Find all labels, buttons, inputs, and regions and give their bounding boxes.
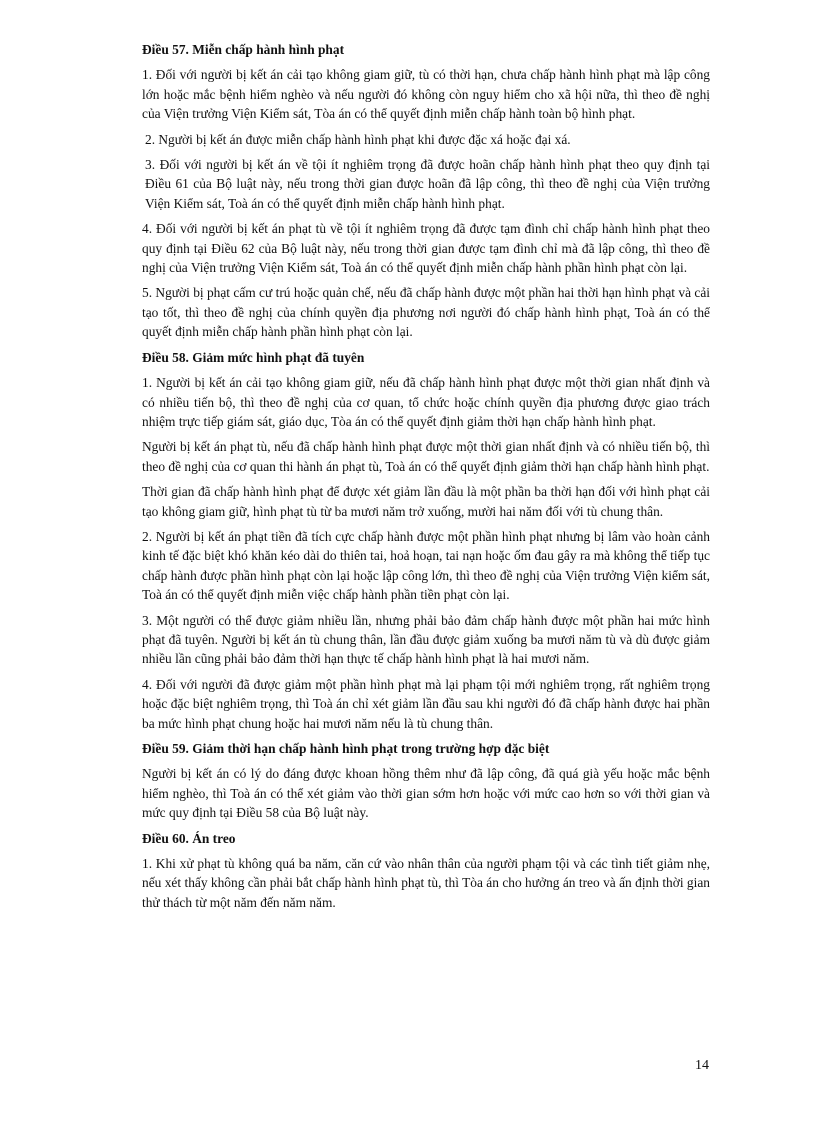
paragraph: 2. Người bị kết án phạt tiền đã tích cực chấp hành được một phần hình phạt nhưng bị lâm vào hoàn cảnh kinh tế đặc biệt khó khăn kéo dài do thiên tai, hoả hoạn, tai nạn hoặc ốm đau gây ra mà không thể tiếp tục chấp hành được phần hình phạt còn lại hoặc lập công lớn, thì theo đề nghị của Viện trưởng Viện kiểm sát, Toà án có thể quyết định miễn việc chấp hành phần tiền phạt còn lại. [142, 528, 710, 603]
paragraph: 1. Khi xử phạt tù không quá ba năm, căn cứ vào nhân thân của người phạm tội và các tình tiết giảm nhẹ, nếu xét thấy không cần phải bắt chấp hành hình phạt tù, thì Tòa án cho hưởng án treo và ấn định thời gian thử thách từ một năm đến năm năm. [142, 856, 710, 910]
paragraph: 1. Người bị kết án cải tạo không giam giữ, nếu đã chấp hành hình phạt được một thời gian nhất định và có nhiều tiến bộ, thì theo đề nghị của cơ quan, tổ chức hoặc chính quyền địa phương được giao trách nhiệm trực tiếp giám sát, giáo dục, Tòa án có thể quyết định giảm thời hạn chấp hành hình phạt. [142, 375, 710, 429]
article-heading: Điều 60. Án treo [142, 830, 236, 846]
page-number: 14 [695, 1058, 709, 1073]
article-heading: Điều 59. Giảm thời hạn chấp hành hình phạt trong trường hợp đặc biệt [142, 741, 550, 756]
paragraph: 3. Đối với người bị kết án về tội ít nghiêm trọng đã được hoãn chấp hành hình phạt theo quy định tại Điều 61 của Bộ luật này, nếu trong thời gian được hoãn đã lập công, thì theo đề nghị của Viện trưởng Viện Kiểm sát, Toà án có thể quyết định miễn chấp hành hình phạt. [145, 157, 710, 211]
paragraph: 4. Đối với người đã được giảm một phần hình phạt mà lại phạm tội mới nghiêm trọng, rất nghiêm trọng hoặc đặc biệt nghiêm trọng, thì Toà án chỉ xét giảm lần đầu sau khi người đó đã chấp hành được hai phần ba mức hình phạt chung hoặc hai mươi năm nếu là tù chung thân. [142, 676, 710, 731]
paragraph: Thời gian đã chấp hành hình phạt để được xét giảm lần đầu là một phần ba thời hạn đối với hình phạt cải tạo không giam giữ, hình phạt tù từ ba mươi năm trở xuống, mười hai năm đối với tù chung thân. [142, 484, 710, 519]
article-heading: Điều 58. Giảm mức hình phạt đã tuyên [142, 349, 365, 365]
paragraph: 5. Người bị phạt cấm cư trú hoặc quản chế, nếu đã chấp hành được một phần hai thời hạn hình phạt và cải tạo tốt, thì theo đề nghị của chính quyền địa phương nơi người đó chấp hành hình phạt, Toà án có thể quyết định miễn chấp hành phần hình phạt còn lại. [142, 285, 710, 340]
paragraph: Người bị kết án phạt tù, nếu đã chấp hành hình phạt được một thời gian nhất định và có nhiều tiến bộ, thì theo đề nghị của cơ quan thi hành án phạt tù, Toà án có thể quyết định giảm thời hạn chấp hành hình phạt. [142, 439, 710, 474]
paragraph: 1. Đối với người bị kết án cải tạo không giam giữ, tù có thời hạn, chưa chấp hành hình phạt mà lập công lớn hoặc mắc bệnh hiểm nghèo và nếu người đó không còn nguy hiểm cho xã hội nữa, thì theo đề nghị của Viện trưởng Viện Kiểm sát, Tòa án có thể quyết định miễn chấp hành toàn bộ hình phạt. [142, 67, 710, 122]
paragraph: 2. Người bị kết án được miễn chấp hành hình phạt khi được đặc xá hoặc đại xá. [145, 131, 571, 147]
paragraph: 3. Một người có thể được giảm nhiều lần, nhưng phải bảo đảm chấp hành được một phần hai mức hình phạt đã tuyên. Người bị kết án tù chung thân, lần đầu được giảm xuống ba mươi năm tù và dù được giảm nhiều lần cũng phải bảo đảm thời hạn thực tế chấp hành hình phạt là hai mươi năm. [142, 612, 710, 667]
paragraph: 4. Đối với người bị kết án phạt tù về tội ít nghiêm trọng đã được tạm đình chỉ chấp hành hình phạt theo quy định tại Điều 62 của Bộ luật này, nếu trong thời gian được tạm đình chỉ mà đã lập công, thì theo đề nghị của Viện trưởng Viện Kiểm sát, Toà án có thể quyết định miễn chấp hành phần hình phạt còn lại. [142, 221, 710, 276]
article-heading: Điều 57. Miễn chấp hành hình phạt [142, 42, 345, 57]
document-body [142, 40, 710, 918]
paragraph: Người bị kết án có lý do đáng được khoan hồng thêm như đã lập công, đã quá già yếu hoặc mắc bệnh hiểm nghèo, thì Toà án có thể xét giảm vào thời gian sớm hơn hoặc với mức cao hơn so với thời gian và mức quy định tại Điều 58 của Bộ luật này. [142, 766, 710, 821]
